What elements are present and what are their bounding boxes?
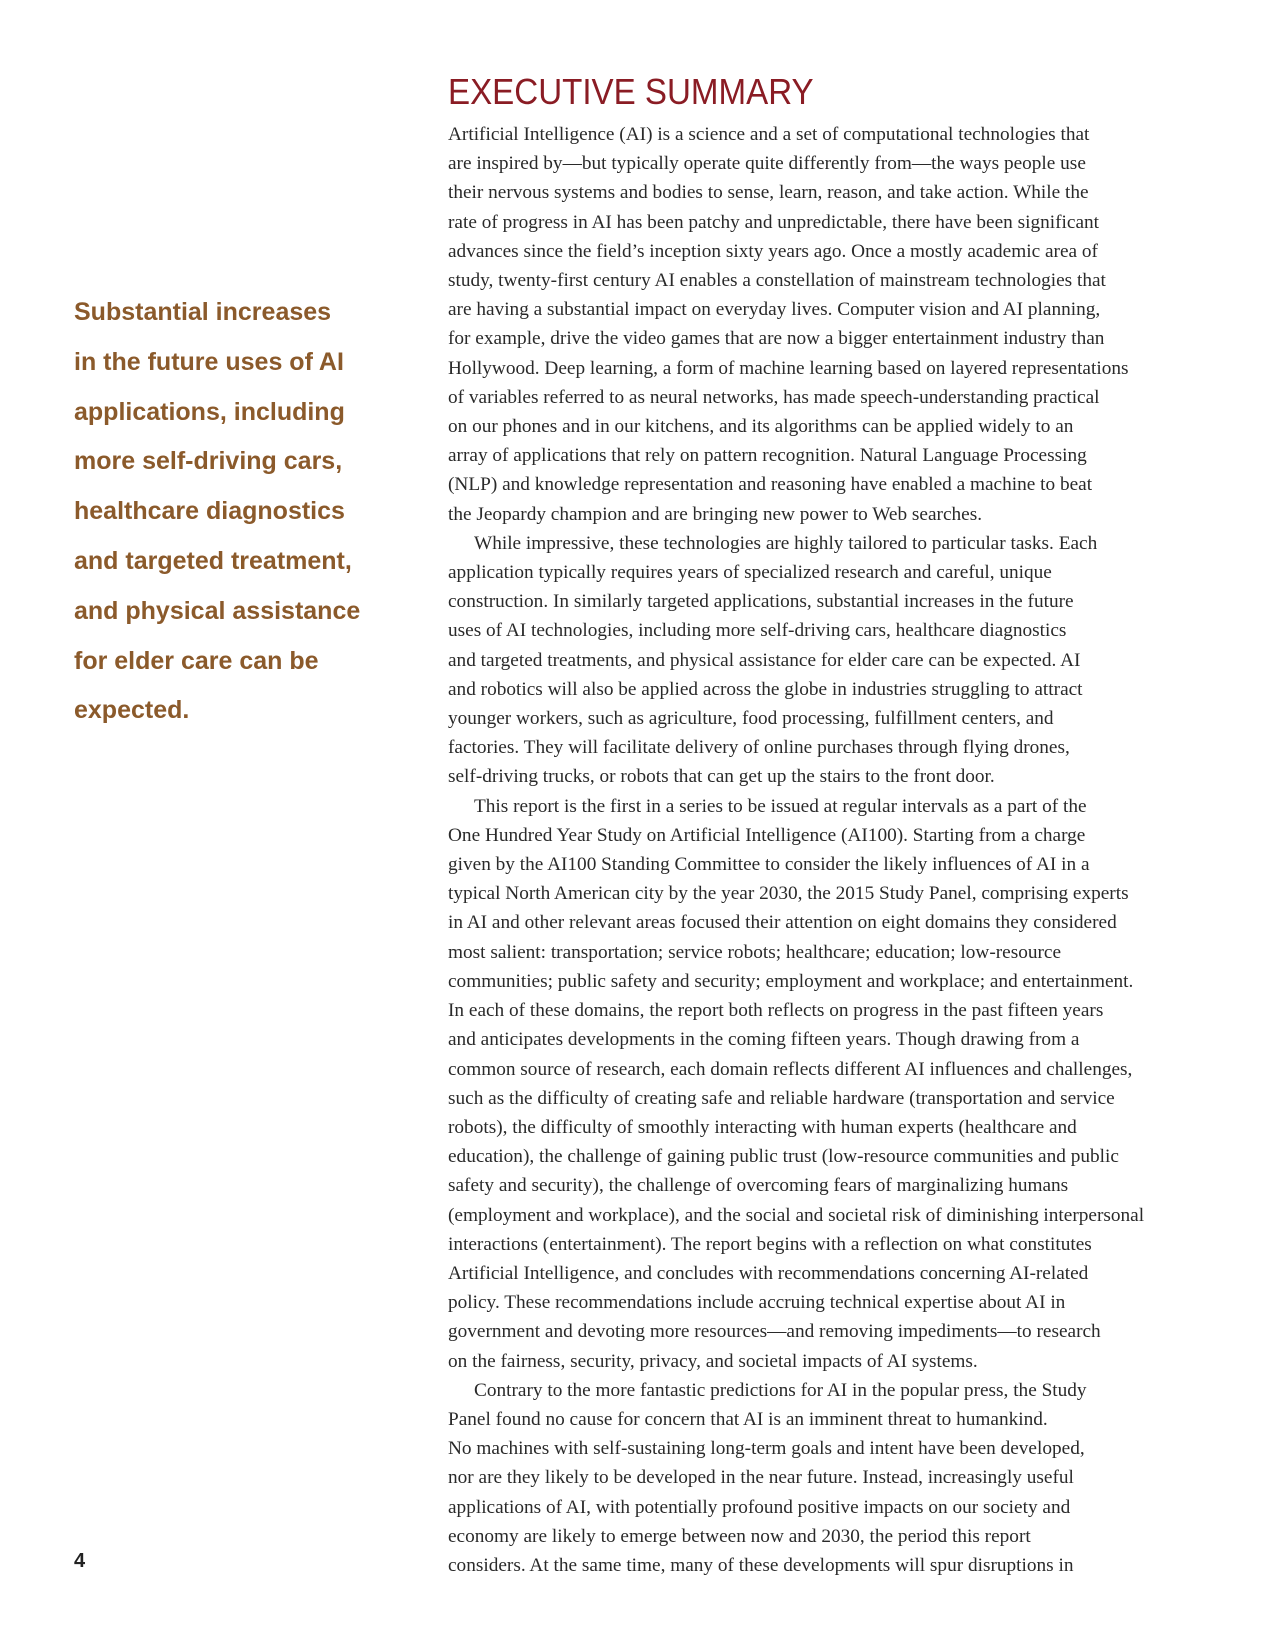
pull-quote-line: applications, including (74, 397, 345, 426)
page-title: EXECUTIVE SUMMARY (448, 71, 814, 112)
paragraph-line: factories. They will facilitate delivery of online purchases through flying drones, (448, 737, 1070, 759)
paragraph-line: economy are likely to emerge between now and 2030, the period this report (448, 1525, 1031, 1547)
paragraph-line: safety and security), the challenge of overcoming fears of marginalizing humans (448, 1175, 1069, 1197)
pull-quote (74, 288, 404, 736)
paragraph-line: self-driving trucks, or robots that can get up the stairs to the front door. (448, 766, 995, 788)
paragraph-line: study, twenty-first century AI enables a constellation of mainstream technologies that (448, 270, 1106, 292)
paragraph-line: While impressive, these technologies are highly tailored to particular tasks. Each (474, 532, 1098, 554)
paragraph-line: array of applications that rely on pattern recognition. Natural Language Processing (448, 445, 1087, 467)
paragraph-line: younger workers, such as agriculture, food processing, fulfillment centers, and (448, 708, 1054, 730)
paragraph-line: application typically requires years of specialized research and careful, unique (448, 562, 1052, 584)
paragraph-line: interactions (entertainment). The report begins with a reflection on what constitutes (448, 1233, 1092, 1255)
paragraph-line: of variables referred to as neural networks, has made speech-understanding practical (448, 386, 1100, 408)
paragraph-line: applications of AI, with potentially profound positive impacts on our society and (448, 1496, 1071, 1518)
pull-quote-line: Substantial increases (74, 298, 332, 326)
paragraph-line: education), the challenge of gaining public trust (low-resource communities and public (448, 1146, 1119, 1168)
body-paragraph (448, 1376, 1208, 1580)
paragraph-line: given by the AI100 Standing Committee to consider the likely influences of AI in a (448, 854, 1090, 876)
pull-quote-line: in the future uses of AI (74, 347, 344, 376)
paragraph-line: robots), the difficulty of smoothly interacting with human experts (healthcare and (448, 1116, 1077, 1138)
paragraph-line: In each of these domains, the report both reflects on progress in the past fifteen years (448, 1000, 1104, 1022)
paragraph-line: on the fairness, security, privacy, and societal impacts of AI systems. (448, 1350, 978, 1372)
paragraph-line: rate of progress in AI has been patchy and unpredictable, there have been significant (448, 211, 1100, 233)
paragraph-line: on our phones and in our kitchens, and its algorithms can be applied widely to an (448, 416, 1074, 438)
paragraph-line: This report is the first in a series to be issued at regular intervals as a part of the (474, 795, 1087, 817)
paragraph-line: One Hundred Year Study on Artificial Intelligence (AI100). Starting from a charge (448, 824, 1086, 846)
paragraph-line: advances since the field’s inception sixty years ago. Once a mostly academic area of (448, 240, 1098, 262)
body-paragraph (448, 120, 1208, 529)
paragraph-line: such as the difficulty of creating safe and reliable hardware (transportation and service (448, 1087, 1115, 1109)
paragraph-line: Hollywood. Deep learning, a form of machine learning based on layered representations (448, 357, 1129, 379)
paragraph-line: No machines with self-sustaining long-term goals and intent have been developed, (448, 1438, 1085, 1460)
paragraph-line: and robotics will also be applied across the globe in industries struggling to attract (448, 678, 1083, 700)
paragraph-line: communities; public safety and security; employment and workplace; and entertainment. (448, 970, 1134, 992)
pull-quote-line: for elder care can be (74, 646, 319, 675)
body-paragraph (448, 792, 1208, 1376)
paragraph-line: Contrary to the more fantastic predictions for AI in the popular press, the Study (474, 1379, 1087, 1401)
paragraph-line: uses of AI technologies, including more self-driving cars, healthcare diagnostics (448, 620, 1067, 642)
paragraph-line: nor are they likely to be developed in the near future. Instead, increasingly useful (448, 1467, 1074, 1489)
paragraph-line: construction. In similarly targeted applications, substantial increases in the future (448, 591, 1074, 613)
paragraph-line: common source of research, each domain reflects different AI influences and challenges, (448, 1058, 1133, 1080)
paragraph-line: and targeted treatments, and physical assistance for elder care can be expected. AI (448, 649, 1081, 671)
paragraph-line: are having a substantial impact on everyday lives. Computer vision and AI planning, (448, 299, 1101, 321)
paragraph-line: the Jeopardy champion and are bringing new power to Web searches. (448, 503, 983, 525)
paragraph-line: Artificial Intelligence, and concludes with recommendations concerning AI-related (448, 1262, 1089, 1284)
body-paragraph (448, 529, 1208, 792)
paragraph-line: Artificial Intelligence (AI) is a science and a set of computational technologies that (448, 124, 1090, 145)
paragraph-line: and anticipates developments in the coming fifteen years. Though drawing from a (448, 1029, 1080, 1051)
paragraph-line: (NLP) and knowledge representation and reasoning have enabled a machine to beat (448, 474, 1093, 496)
paragraph-line: government and devoting more resources—and removing impediments—to research (448, 1321, 1101, 1343)
pull-quote-line: healthcare diagnostics (74, 497, 345, 526)
paragraph-line: their nervous systems and bodies to sense, learn, reason, and take action. While the (448, 182, 1089, 204)
paragraph-line: most salient: transportation; service robots; healthcare; education; low-resource (448, 941, 1062, 963)
pull-quote-line: and physical assistance (74, 596, 361, 625)
paragraph-line: (employment and workplace), and the social and societal risk of diminishing interpersonal (448, 1204, 1145, 1226)
paragraph-line: are inspired by—but typically operate quite differently from—the ways people use (448, 153, 1086, 175)
pull-quote-line: more self-driving cars, (74, 447, 343, 476)
paragraph-line: considers. At the same time, many of these developments will spur disruptions in (448, 1554, 1074, 1576)
pull-quote-line: and targeted treatment, (74, 546, 352, 575)
paragraph-line: for example, drive the video games that are now a bigger entertainment industry than (448, 328, 1105, 350)
paragraph-line: typical North American city by the year 2030, the 2015 Study Panel, comprising experts (448, 883, 1129, 905)
pull-quote-line: expected. (74, 696, 190, 725)
body-text (448, 120, 1208, 1580)
paragraph-line: in AI and other relevant areas focused their attention on eight domains they considered (448, 912, 1117, 934)
page-number: 4 (74, 1550, 86, 1572)
paragraph-line: Panel found no cause for concern that AI is an imminent threat to humankind. (448, 1408, 1048, 1430)
paragraph-line: policy. These recommendations include accruing technical expertise about AI in (448, 1292, 1066, 1314)
